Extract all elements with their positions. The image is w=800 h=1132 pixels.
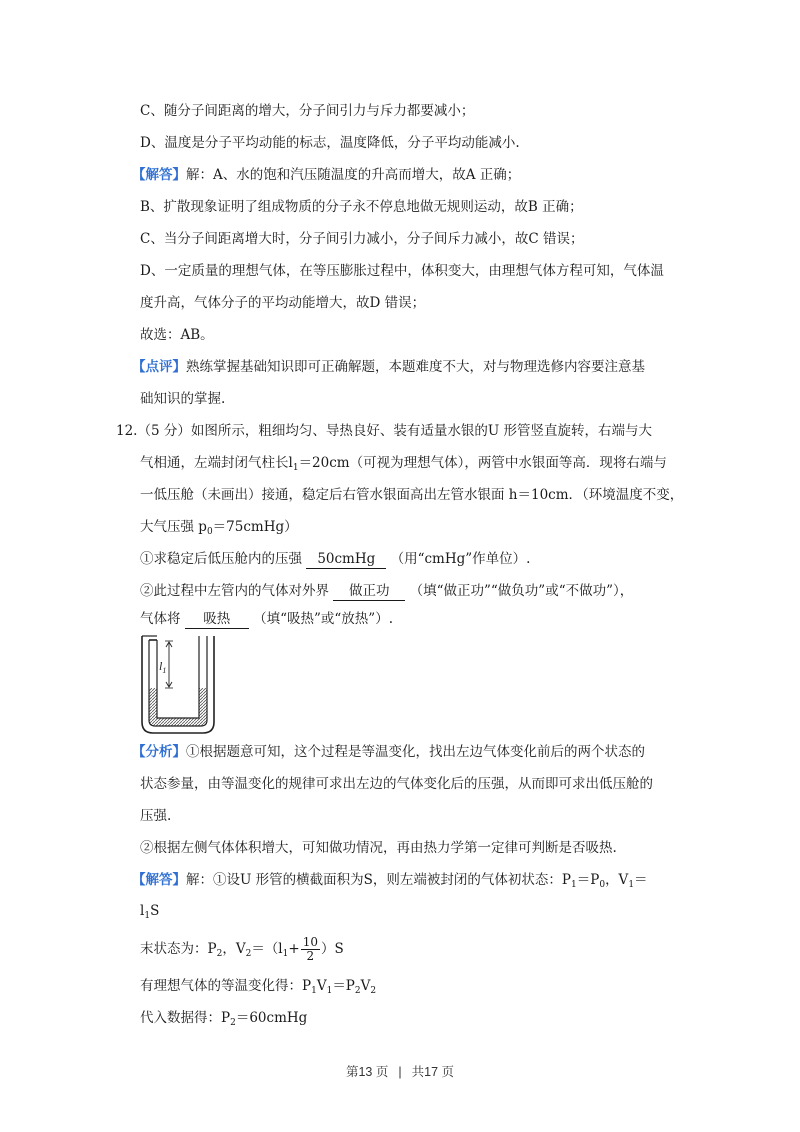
sub1-suffix: （用“cmHg”作单位）.: [390, 551, 531, 567]
isothermal-v: V: [316, 978, 327, 994]
isothermal-eq: ＝P: [332, 978, 355, 994]
u-tube-figure: [140, 634, 216, 736]
solution-eq-1: ＝P: [576, 872, 600, 888]
mercury-fill: [149, 688, 207, 726]
sub-p2-b: 2: [230, 1018, 236, 1028]
sub3-answer-blank: 吸热: [185, 610, 249, 629]
final-state-text: 末状态为：P: [140, 941, 217, 957]
analysis-text-2: 状态参量，由等温变化的规律可求出左边的气体变化后的压强，从而即可求出低压舱的: [140, 776, 653, 792]
review-text-2: 础知识的掌握.: [140, 391, 226, 407]
solution-line-2: [140, 901, 159, 921]
sub-a: 1: [311, 986, 317, 996]
figure-label-l1: $l_1$: [159, 659, 167, 675]
analysis-text-3: 压强.: [140, 808, 172, 824]
page-footer: [0, 1062, 800, 1080]
solution-line-3: [140, 934, 344, 964]
substitute-text: 代入数据得：P: [140, 1010, 231, 1026]
analysis-text-1: ①根据题意可知，这个过程是等温变化，找出左边气体变化前后的两个状态的: [186, 744, 645, 760]
sub2-prompt: ②此过程中左管内的气体对外界: [140, 583, 329, 599]
isothermal-text: 有理想气体的等温变化得：P: [140, 978, 312, 994]
answer-c-text: C、当分子间距离增大时，分子间引力减小，分子间斥力减小，故C 错误；: [140, 231, 584, 247]
final-s: ）S: [320, 941, 344, 957]
fraction-denominator: 2: [306, 949, 315, 963]
review-text-1: 熟练掌握基础知识即可正确解题，本题难度不大，对与物理选修内容要注意基: [186, 359, 645, 375]
sub-d: 2: [370, 986, 377, 996]
solution-line-1: [132, 870, 648, 890]
plus-sign: +: [288, 941, 300, 957]
u-tube-inner-wall-outer: [149, 636, 207, 726]
answer-d-text-1: D、一定质量的理想气体，在等压膨胀过程中，体积变大，由理想气体方程可知，气体温: [140, 263, 664, 279]
solution-text-1: 解：①设U 形管的横截面积为S，则左端被封闭的气体初状态：P: [186, 872, 571, 888]
answer-a-text: 解：A、水的饱和汽压随温度的升高而增大，故A 正确；: [186, 167, 521, 183]
fraction-numerator: 10: [302, 935, 318, 949]
option-c-text: C、随分子间距离的增大，分子间引力与斥力都要减小；: [140, 103, 475, 119]
option-d-text: D、温度是分子平均动能的标志，温度降低，分子平均动能减小.: [140, 135, 520, 151]
sub-v2: 2: [245, 949, 252, 959]
substitute-result: ＝60cmHg: [235, 1010, 308, 1026]
footer-separator: |: [398, 1065, 402, 1079]
sub-l1: 1: [144, 911, 151, 921]
sub-p0: 0: [599, 880, 606, 890]
solution-line-4: [140, 976, 376, 996]
sub1-answer-blank: 50cmHg: [306, 550, 386, 569]
isothermal-v2: V: [360, 978, 371, 994]
sub2-answer-blank: 做正功: [333, 582, 405, 601]
question-12-line-2: [140, 453, 667, 473]
answer-choice: 故选：AB。: [140, 327, 214, 343]
sub-v1: 1: [628, 880, 635, 890]
question-12-line-3: 一低压舱（未画出）接通，稳定后右管水银面高出左管水银面 h＝10cm．（环境温度不变，: [140, 487, 684, 503]
page-number: 第13 页: [345, 1065, 389, 1079]
answer-tag: 【解答】: [132, 167, 186, 183]
total-pages: 共17 页: [411, 1065, 455, 1079]
solution-l: l: [140, 903, 145, 919]
answer-block-line-1: [132, 165, 520, 185]
q12-var-l: l: [288, 455, 293, 471]
solution-tag: 【解答】: [132, 872, 186, 888]
analysis-line-1: [132, 742, 645, 762]
q12-var-sub: 1: [292, 463, 299, 473]
sub-p1: 1: [571, 880, 577, 890]
sub-p2: 2: [216, 949, 223, 959]
sub-c: 2: [354, 986, 361, 996]
sub2-suffix: （填“做正功”“做负功”或“不做功”），: [409, 583, 634, 599]
sub1-prompt: ①求稳定后低压舱内的压强: [140, 551, 302, 567]
question-12-head: 12.（5 分）如图所示，粗细均匀、导热良好、装有适量水银的U 形管竖直旋转，右端与大: [116, 423, 653, 439]
sub-question-3: [140, 609, 393, 629]
sub-l1-b: 1: [282, 949, 289, 959]
q12-pressure-value: ＝75cmHg）: [212, 519, 298, 535]
review-line-1: [132, 357, 645, 377]
q12-pressure-sub: 0: [206, 527, 213, 537]
solution-line-5: [140, 1008, 307, 1028]
analysis-text-4: ②根据左侧气体体积增大，可知做功情况，再由热力学第一定律可判断是否吸热.: [140, 840, 617, 856]
sub-question-2: [140, 581, 633, 601]
q12-pressure-text: 大气压强 p: [140, 519, 207, 535]
review-tag: 【点评】: [132, 359, 186, 375]
answer-d-text-2: 度升高，气体分子的平均动能增大，故D 错误；: [140, 295, 426, 311]
question-12-line-4: [140, 517, 298, 537]
q12-text-b: ＝20cm（可视为理想气体），两管中水银面等高．现将右端与: [298, 455, 667, 471]
final-eq: ＝（l: [251, 941, 283, 957]
sub-question-1: [140, 549, 530, 569]
solution-v1: ，V: [605, 872, 629, 888]
fraction-10-over-2: [301, 936, 320, 963]
answer-b-text: B、扩散现象证明了组成物质的分子永不停息地做无规则运动，故B 正确；: [140, 199, 583, 215]
analysis-tag: 【分析】: [132, 744, 186, 760]
q12-text-a: 气相通，左端封闭气柱长: [140, 455, 289, 471]
u-tube-inner-wall: [157, 636, 199, 718]
final-v: ，V: [222, 941, 246, 957]
solution-eq-2: ＝: [634, 872, 648, 888]
sub3-suffix: （填“吸热”或“放热”）.: [253, 611, 393, 627]
sub-b: 1: [326, 986, 333, 996]
solution-s: S: [150, 903, 160, 919]
sub3-prompt: 气体将: [140, 611, 181, 627]
